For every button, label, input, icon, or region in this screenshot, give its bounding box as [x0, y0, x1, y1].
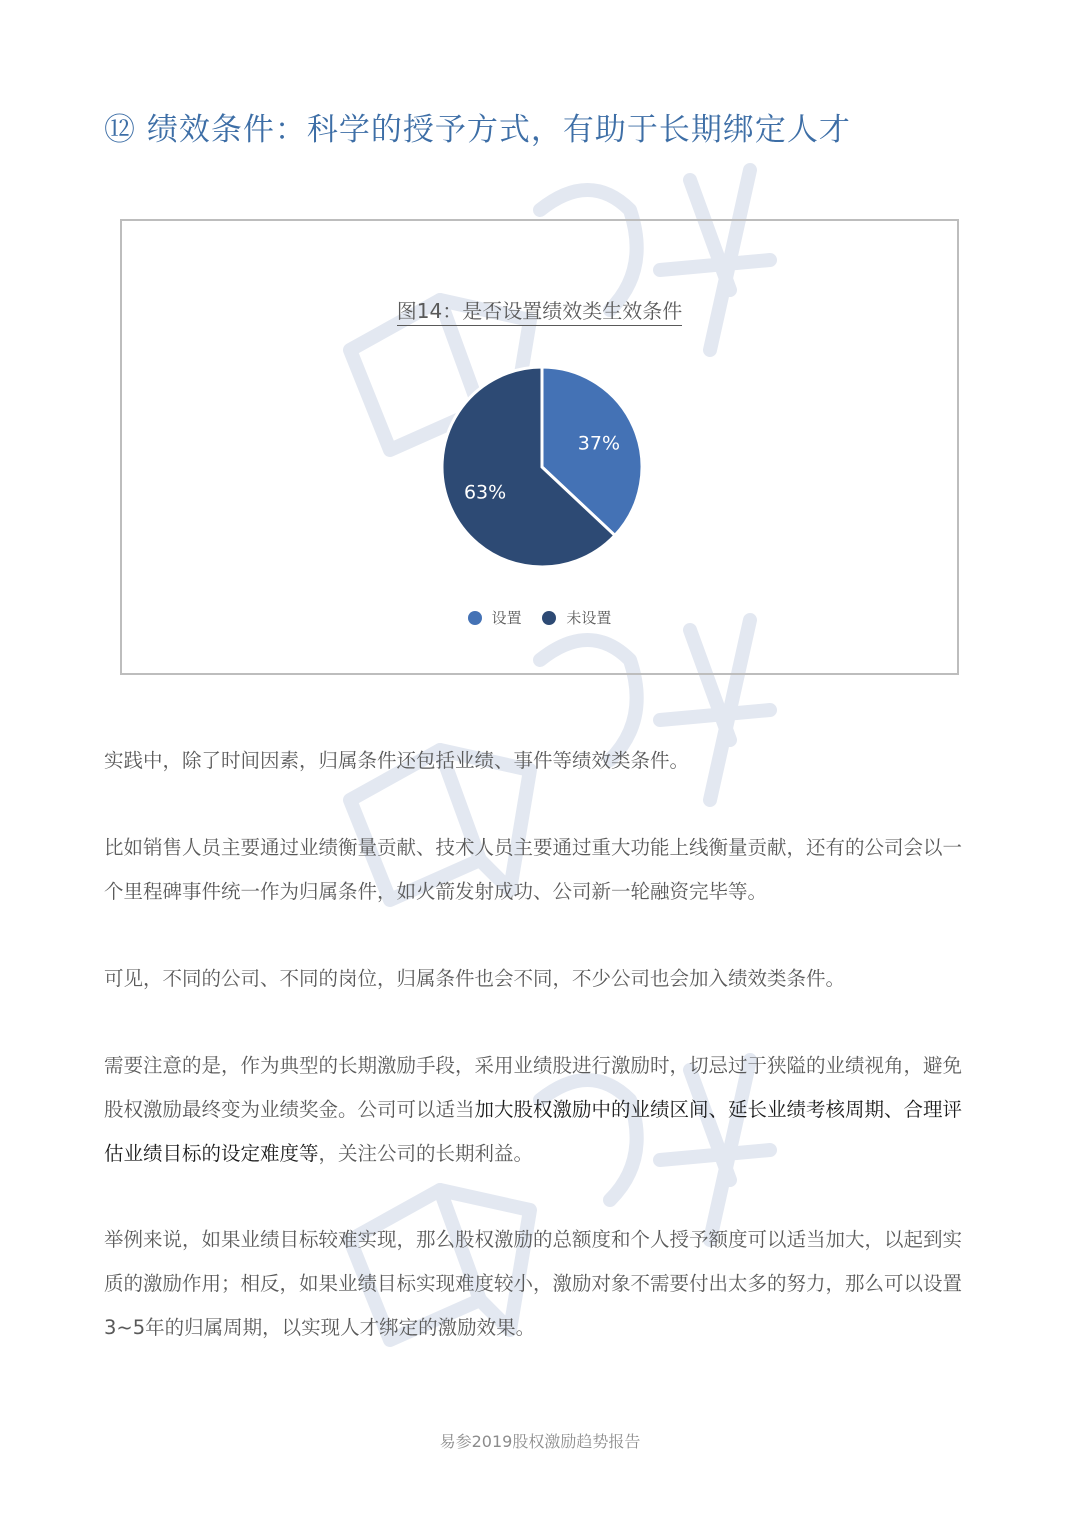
page-heading: ⑫ 绩效条件：科学的授予方式，有助于长期绑定人才	[104, 112, 851, 148]
pie-label-set: 37%	[577, 432, 621, 455]
paragraph-4	[104, 1044, 980, 1176]
paragraph-4-part-1: 需要注意的是，作为典型的长期激励手段，采用业绩股进行激励时，切忌过于狭隘的业绩视角，避免股权激励最终变为业绩奖金。公司可以适当	[104, 1054, 963, 1121]
legend-label-set: 设置	[491, 609, 522, 627]
chart-frame	[120, 219, 959, 675]
pie-label-not-set: 63%	[463, 481, 507, 504]
paragraph-4-part-3: ，关注公司的长期利益。	[318, 1142, 534, 1165]
chart-title-text: 图14：是否设置绩效类生效条件	[397, 299, 682, 326]
paragraph-4-emphasis: 加大股权激励中的业绩区间、延长业绩考核周期、合理评估业绩目标的设定难度等	[104, 1098, 963, 1165]
legend-dot-set	[468, 611, 482, 625]
legend-item-set	[468, 607, 522, 628]
paragraph-3: 可见，不同的公司、不同的岗位，归属条件也会不同，不少公司也会加入绩效类条件。	[104, 967, 846, 990]
legend-label-not-set: 未设置	[566, 609, 612, 627]
paragraph-5: 举例来说，如果业绩目标较难实现，那么股权激励的总额度和个人授予额度可以适当加大，以起到实质的激励作用；相反，如果业绩目标实现难度较小，激励对象不需要付出太多的努力，那么可以设置3~5年的归属周期，以实现人才绑定的激励效果。	[104, 1228, 963, 1339]
page-footer: 易参2019股权激励趋势报告	[439, 1432, 641, 1451]
legend-item-not-set	[542, 607, 611, 628]
paragraph-2: 比如销售人员主要通过业绩衡量贡献、技术人员主要通过重大功能上线衡量贡献，还有的公司会以一个里程碑事件统一作为归属条件，如火箭发射成功、公司新一轮融资完毕等。	[104, 836, 963, 903]
chart-legend	[122, 607, 957, 629]
paragraph-1: 实践中，除了时间因素，归属条件还包括业绩、事件等绩效类条件。	[104, 749, 690, 772]
legend-dot-not-set	[542, 611, 556, 625]
pie-chart	[122, 221, 957, 673]
